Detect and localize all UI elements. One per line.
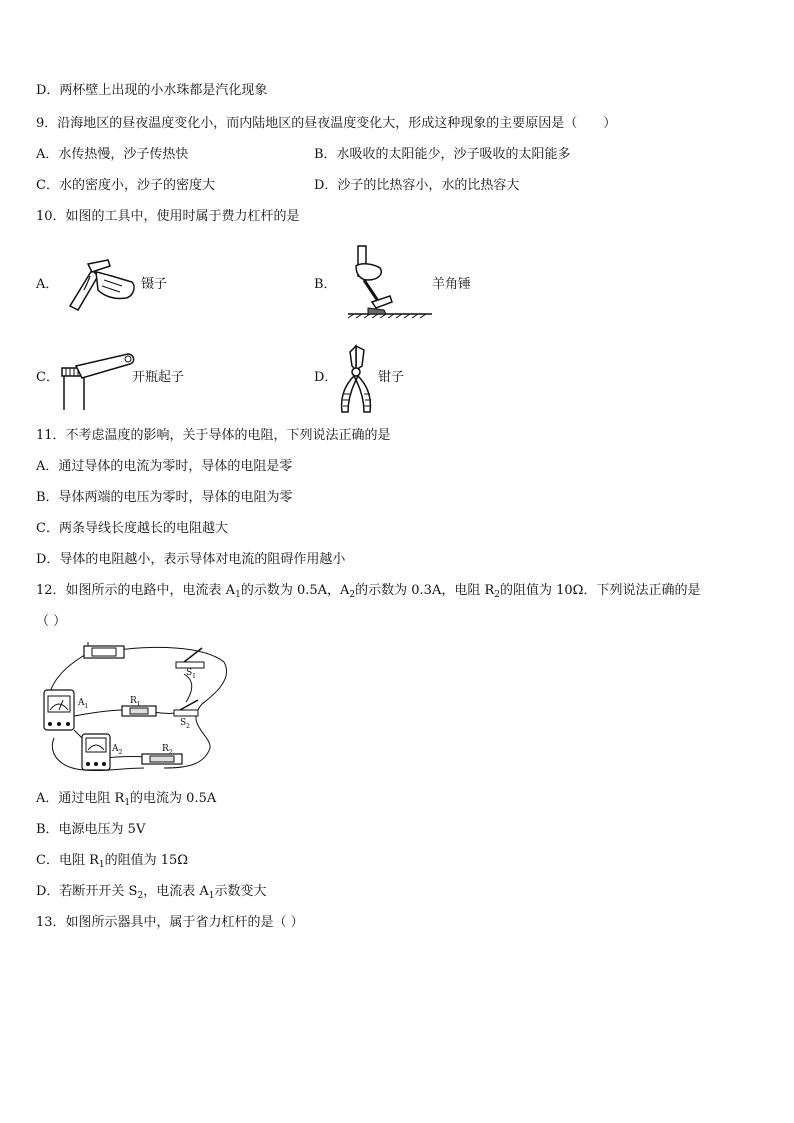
q9-option-d: D．沙子的比热容小，水的比热容大: [314, 178, 520, 193]
q12-option-c: C．电阻 $R_1$的阻值为 15Ω: [36, 853, 189, 870]
q13-stem: 13．如图所示器具中，属于省力杠杆的是（ ）: [36, 915, 304, 930]
bottle-opener-illustration: [58, 352, 138, 412]
q10-option-a-name: 镊子: [141, 277, 168, 292]
tweezers-illustration: [62, 256, 142, 314]
q9-option-c: C．水的密度小，沙子的密度大: [36, 178, 215, 193]
q12-option-a: A．通过电阻 $R_1$的电流为 0.5A: [36, 791, 217, 808]
pliers-illustration: [334, 344, 380, 416]
q11-option-d: D．导体的电阻越小，表示导体对电流的阻碍作用越小: [36, 552, 346, 567]
claw-hammer-illustration: [344, 244, 434, 324]
q8-option-d: D．两杯壁上出现的小水珠都是汽化现象: [36, 83, 268, 98]
q12-option-b: B．电源电压为 5V: [36, 822, 146, 837]
q10-option-c-letter: C．: [36, 370, 59, 385]
q10-option-c-name: 开瓶起子: [132, 370, 185, 385]
q11-option-a: A．通过导体的电流为零时，导体的电阻是零: [36, 459, 293, 474]
q9-stem: 9．沿海地区的昼夜温度变化小，而内陆地区的昼夜温度变化大，形成这种现象的主要原因是（ ）: [36, 116, 617, 131]
label-a2: $A_2$: [112, 744, 123, 756]
q12-stem-parens: （ ）: [36, 614, 67, 629]
q12-option-d: D．若断开开关 $S_2$，电流表 $A_1$示数变大: [36, 884, 267, 901]
q10-option-a-letter: A．: [36, 277, 59, 292]
label-s2: $S_2$: [180, 718, 190, 730]
q11-stem: 11．不考虑温度的影响，关于导体的电阻，下列说法正确的是: [36, 428, 391, 443]
q10-stem: 10．如图的工具中，使用时属于费力杠杆的是: [36, 209, 300, 224]
q12-circuit-diagram: [34, 640, 234, 780]
q10-option-b-letter: B．: [314, 277, 337, 292]
q11-option-c: C．两条导线长度越长的电阻越大: [36, 521, 228, 536]
q12-stem: 12．如图所示的电路中，电流表 $A_1$的示数为 0.5A，$A_2$的示数为 0.3A，电阻 $R_2$的阻值为 10Ω．下列说法正确的是: [36, 583, 701, 600]
label-r1: $R_1$: [130, 696, 141, 708]
q9-option-b: B．水吸收的太阳能少，沙子吸收的太阳能多: [314, 147, 571, 162]
q10-option-d-letter: D．: [314, 370, 338, 385]
q9-option-a: A．水传热慢，沙子传热快: [36, 147, 189, 162]
label-a1: $A_1$: [78, 698, 89, 710]
q11-option-b: B．导体两端的电压为零时，导体的电阻为零: [36, 490, 293, 505]
label-s1: $S_1$: [186, 668, 196, 680]
q10-option-d-name: 钳子: [378, 370, 405, 385]
q10-option-b-name: 羊角锤: [432, 277, 472, 292]
label-r2: $R_2$: [162, 744, 173, 756]
